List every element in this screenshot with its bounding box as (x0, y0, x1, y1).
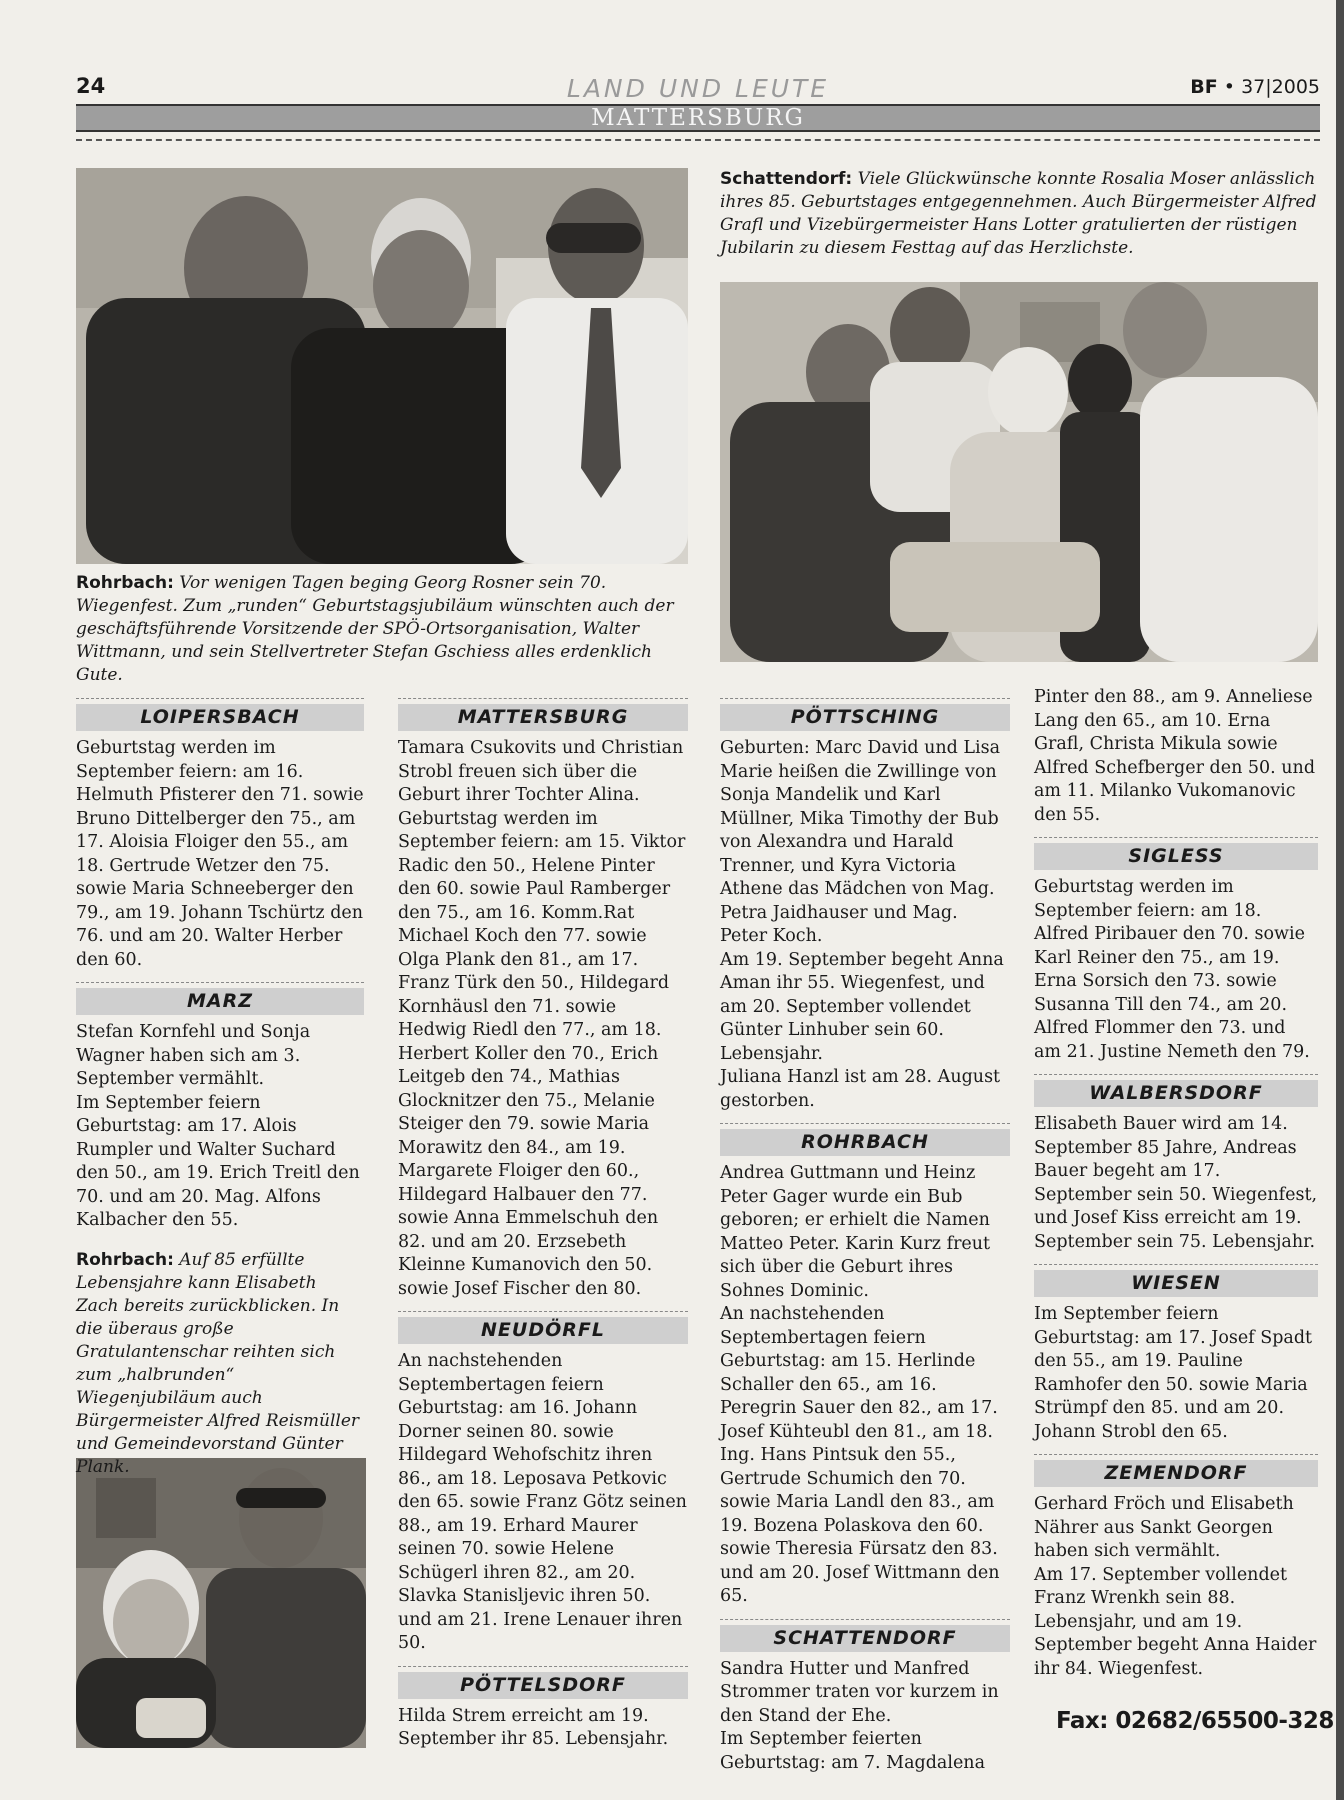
article-text: Geburtstag werden im September feiern: am 15. Viktor Radic den 50., Helene Pinter den 60. sowie Paul Ramberger den 75., am 16. Komm.Rat Michael Koch den 77. sowie Olga Plank den 81., am 17. Franz Türk den 50., Hildegard Kornhäusl den 71. sowie Hedwig Riedl den 77., am 18. Herbert Koller den 70., Erich Leitgeb den 74., Mathias Glocknitzer den 75., Melanie Steiger den 79. sowie Maria Morawitz den 84., am 19. Margarete Floiger den 60., Hildegard Halbauer den 77. sowie Anna Emmelschuh den 82. und am 20. Erzsebeth Kleinne Kumanovich den 50. sowie Josef Fischer den 80. (398, 808, 686, 1299)
article-text: Andrea Guttmann und Heinz Peter Gager wurde ein Bub geboren; er erhielt die Namen Matteo Peter. Karin Kurz freut sich über die Geburt ihres Sohnes Dominic. (720, 1163, 991, 1301)
caption-place: Rohrbach: (76, 1249, 174, 1270)
section-heading (1034, 1074, 1318, 1107)
photo-three-men (76, 168, 688, 564)
section-title-zemendorf: ZEMENDORF (1034, 1460, 1318, 1487)
caption-text: Auf 85 erfüllte Lebensjahre kann Elisabeth Zach bereits zurückblicken. In die überaus große Gratulantenschar reihten sich zum „halbrunden“ Wiegenjubiläum auch Bürgermeister Alfred Reismüller und Gemeindevorstand Günter Plank. (76, 1249, 360, 1477)
article-text: Gerhard Fröch und Elisabeth Nährer aus Sankt Georgen haben sich vermählt. (1034, 1494, 1294, 1561)
section-title-walbersdorf: WALBERSDORF (1034, 1080, 1318, 1107)
section-heading (398, 698, 688, 731)
section-title-loipersbach: LOIPERSBACH (76, 704, 364, 731)
caption-place: Schattendorf: (720, 169, 853, 189)
article-text: Hilda Strem erreicht am 19. September ihr 85. Lebensjahr. (398, 1705, 669, 1749)
column-1 (76, 688, 364, 1479)
column-2 (398, 688, 688, 1752)
caption-schattendorf (720, 168, 1320, 260)
section-title-marz: MARZ (76, 988, 364, 1015)
photo-woman-and-man (76, 1458, 366, 1748)
article-text: Geburtstag werden im September feiern: am 18. Alfred Piribauer den 70. sowie Karl Reiner den 75., am 19. Erna Sorsich den 73. sowie Susanna Till den 74., am 20. Alfred Flommer den 73. und am 21. Justine Nemeth den 79. (1034, 877, 1310, 1062)
region-title: MATTERSBURG (591, 105, 805, 131)
section-heading (720, 698, 1010, 731)
column-3 (720, 688, 1010, 1775)
section-heading (76, 698, 364, 731)
section-title-neudoerfl: NEUDÖRFL (398, 1317, 688, 1344)
article-text: Am 19. September begeht Anna Aman ihr 55. Wiegenfest, und am 20. September vollendet Günter Linhuber sein 60. Lebensjahr. (720, 949, 1004, 1064)
section-title-wiesen: WIESEN (1034, 1270, 1318, 1297)
caption-text: Vor wenigen Tagen beging Georg Rosner sein 70. Wiegenfest. Zum „runden“ Geburtstagsjubiläum wünschten auch der geschäftsführende Vorsitzende der SPÖ-Ortsorganisation, Walter Wittmann, und sein Stellvertreter Stefan Gschiess alles erdenklich Gute. (76, 573, 674, 685)
scan-edge (1336, 0, 1344, 1800)
section-title-rohrbach: ROHRBACH (720, 1129, 1010, 1156)
article-text: An nachstehenden Septembertagen feiern Geburtstag: am 15. Herlinde Schaller den 65., am 16. Peregrin Sauer den 82., am 17. Josef Kühteubl den 81., am 18. Ing. Hans Pintsuk den 55., Gertrude Schumich den 70. sowie Maria Landl den 83., am 19. Bozena Polaskova den 60. sowie Theresia Fürsatz den 83. und am 20. Josef Wittmann den 65. (720, 1304, 1000, 1606)
article-text: Stefan Kornfehl und Sonja Wagner haben sich am 3. September vermählt. (76, 1022, 311, 1089)
article-text: Am 17. September vollendet Franz Wrenkh sein 88. Lebensjahr, und am 19. September begeht Anna Haider ihr 84. Wiegenfest. (1034, 1564, 1317, 1679)
section-heading (1034, 837, 1318, 870)
page-header (76, 74, 1320, 102)
issue-number: 37|2005 (1241, 76, 1320, 98)
section-heading (398, 1666, 688, 1699)
article-text: Im September feiern Geburtstag: am 17. Alois Rumpler und Walter Suchard den 50., am 19. Erich Treitl den 70. und am 20. Mag. Alfons Kalbacher den 55. (76, 1092, 360, 1230)
fax-number: Fax: 02682/65500-328 (1056, 1708, 1334, 1734)
caption-place: Rohrbach: (76, 573, 174, 593)
header-divider (76, 139, 1320, 141)
article-text: Geburten: Marc David und Lisa Marie heißen die Zwillinge von Sonja Mandelik und Karl Müllner, Mika Timothy der Bub von Alexandra und Harald Trenner, und Kyra Victoria Athene das Mädchen von Mag. Petra Jaidhauser und Mag. Peter Koch. (720, 738, 1001, 946)
caption-rohrbach-bottom (76, 1249, 364, 1479)
publication-name: BF (1190, 76, 1218, 98)
article-text: An nachstehenden Septembertagen feiern Geburtstag: am 16. Johann Dorner seinen 80. sowie Hildegard Wehofschitz ihren 86., am 18. Leposava Petkovic den 65. sowie Franz Götz seinen 88., am 19. Erhard Maurer seinen 70. sowie Helene Schügerl ihren 82., am 20. Slavka Stanisljevic ihren 50. und am 21. Irene Lenauer ihren 50. (398, 1351, 687, 1653)
caption-rohrbach-top (76, 572, 688, 687)
article-text: Juliana Hanzl ist am 28. August gestorben. (720, 1067, 1001, 1111)
article-text: Elisabeth Bauer wird am 14. September 85 Jahre, Andreas Bauer begeht am 17. September sein 50. Wiegenfest, und Josef Kiss erreicht am 19. September sein 75. Lebensjahr. (1034, 1114, 1318, 1252)
article-text: Tamara Csukovits und Christian Strobl freuen sich über die Geburt ihrer Tochter Alina. (398, 738, 684, 805)
page-number: 24 (76, 74, 106, 98)
section-title-poettsching: PÖTTSCHING (720, 704, 1010, 731)
section-title-schattendorf: SCHATTENDORF (720, 1625, 1010, 1652)
section-heading (720, 1123, 1010, 1156)
section-heading (1034, 1264, 1318, 1297)
section-title-mattersburg: MATTERSBURG (398, 704, 688, 731)
issue-info (1190, 76, 1320, 98)
section-title-sigless: SIGLESS (1034, 843, 1318, 870)
column-4 (1034, 686, 1318, 1681)
section-title-poettelsdorf: PÖTTELSDORF (398, 1672, 688, 1699)
section-title: LAND UND LEUTE (566, 74, 830, 103)
caption-text: Viele Glückwünsche konnte Rosalia Moser anlässlich ihres 85. Geburtstages entgegennehmen. Auch Bürgermeister Alfred Grafl und Vizebürgermeister Hans Lotter gratulierten der rüstigen Jubilarin zu diesem Festtag auf das Herzlichste. (720, 169, 1317, 258)
section-heading (720, 1619, 1010, 1652)
region-banner (76, 104, 1320, 132)
article-text: Im September feiern Geburtstag: am 17. Josef Spadt den 55., am 19. Pauline Ramhofer den 50. sowie Maria Strümpf den 85. und am 20. Johann Strobl den 65. (1034, 1304, 1313, 1442)
article-text: Im September feierten Geburtstag: am 7. Magdalena (720, 1729, 986, 1773)
section-heading (398, 1311, 688, 1344)
photo-group-jubilee (720, 282, 1318, 662)
article-text: Pinter den 88., am 9. Anneliese Lang den 65., am 10. Erna Grafl, Christa Mikula sowie Alfred Schefberger den 50. und am 11. Milanko Vukomanovic den 55. (1034, 687, 1316, 825)
separator-dot: • (1223, 76, 1236, 98)
article-text: Geburtstag werden im September feiern: am 16. Helmuth Pfisterer den 71. sowie Bruno Dittelberger den 75., am 17. Aloisia Floiger den 55., am 18. Gertrude Wetzer den 75. sowie Maria Schneeberger den 79., am 19. Johann Tschürtz den 76. und am 20. Walter Herber den 60. (76, 738, 364, 970)
section-heading (76, 982, 364, 1015)
article-text: Sandra Hutter und Manfred Strommer traten vor kurzem in den Stand der Ehe. (720, 1658, 999, 1726)
section-heading (1034, 1454, 1318, 1487)
